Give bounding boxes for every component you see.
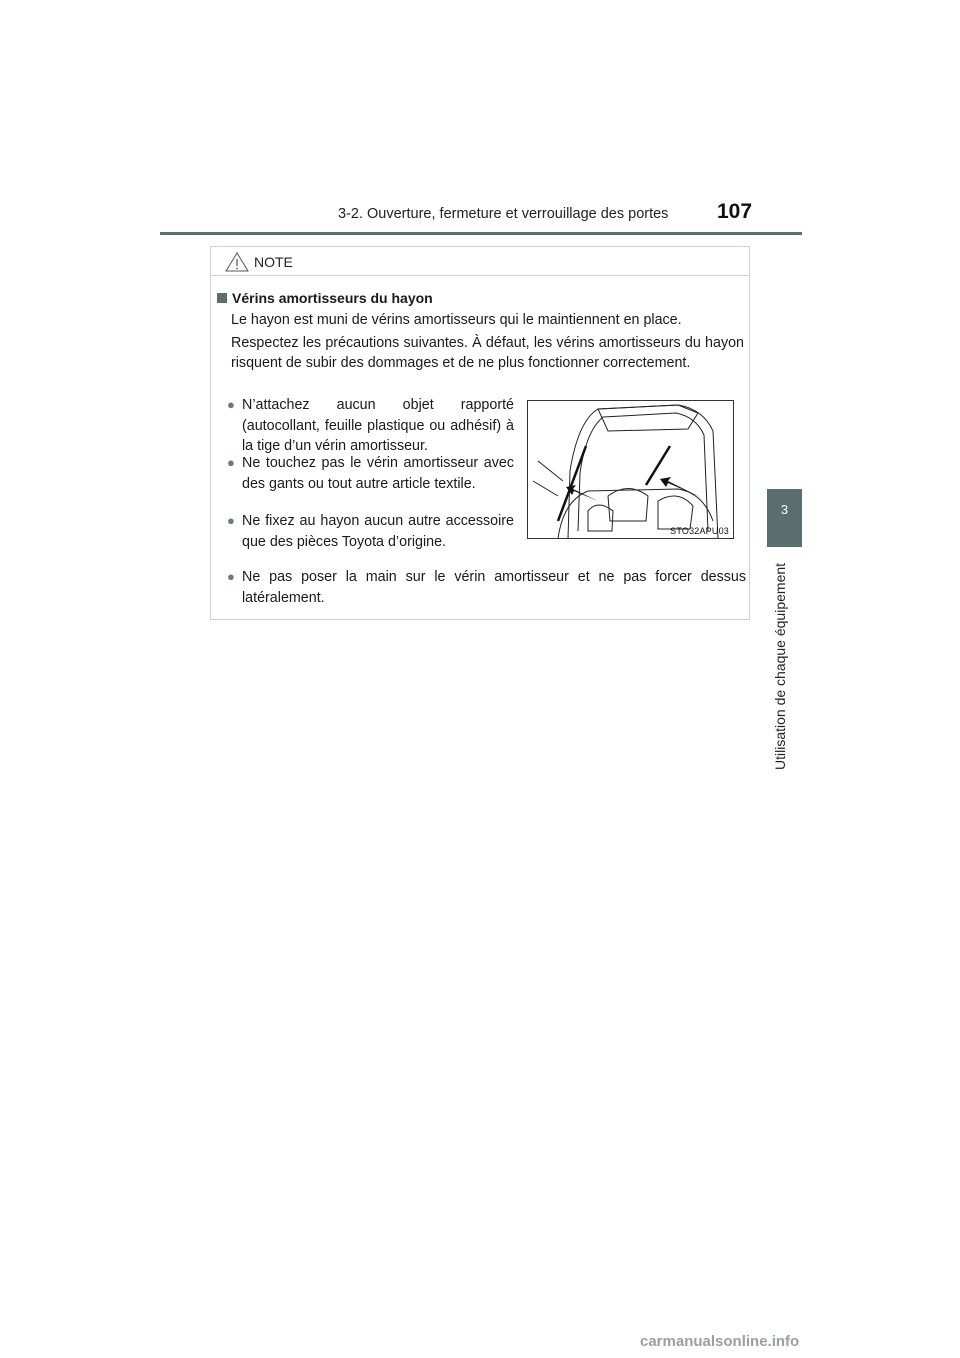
tailgate-drawing: [528, 401, 734, 539]
circle-bullet-icon: ●: [227, 513, 235, 528]
section-heading-text: Vérins amortisseurs du hayon: [232, 290, 433, 306]
paragraph-intro: Le hayon est muni de vérins amortisseurs qui le maintiennent en place.: [231, 312, 682, 328]
page-number: 107: [717, 200, 753, 223]
note-label: NOTE: [254, 254, 293, 270]
list-item-text: Ne pas poser la main sur le vérin amortisseur et ne pas forcer dessus latéralement.: [242, 569, 746, 606]
chapter-title: Utilisation de chaque équipement: [772, 562, 788, 770]
circle-bullet-icon: ●: [227, 455, 235, 470]
tailgate-illustration: [527, 400, 734, 539]
note-box: [210, 246, 750, 620]
chapter-number: 3: [780, 502, 789, 517]
list-item: [227, 395, 514, 457]
warning-triangle-icon: [225, 252, 249, 272]
list-item: [227, 453, 514, 494]
header-section-title: 3-2. Ouverture, fermeture et verrouillage des portes: [338, 206, 669, 222]
list-item: [227, 567, 746, 608]
list-item-text: N’attachez aucun objet rapporté (autocollant, feuille plastique ou adhésif) à la tige d’un vérin amortisseur.: [242, 397, 514, 454]
list-item-text: Ne touchez pas le vérin amortisseur avec des gants ou tout autre article textile.: [242, 455, 514, 492]
note-header: [211, 247, 749, 276]
section-heading: [217, 290, 433, 306]
paragraph-precautions: Respectez les précautions suivantes. À défaut, les vérins amortisseurs du hayon risquent de subir des dommages et de ne plus fonctionner correctement.: [231, 335, 744, 371]
watermark: carmanualsonline.info: [640, 1333, 800, 1350]
list-item-text: Ne fixez au hayon aucun autre accessoire que des pièces Toyota d’origine.: [242, 513, 514, 550]
circle-bullet-icon: ●: [227, 569, 235, 584]
chapter-tab: [767, 489, 802, 547]
list-item: [227, 511, 514, 552]
header-rule: [160, 232, 802, 235]
figure-code: STO32APU03: [670, 526, 729, 536]
square-bullet-icon: [217, 293, 227, 303]
circle-bullet-icon: ●: [227, 397, 235, 412]
